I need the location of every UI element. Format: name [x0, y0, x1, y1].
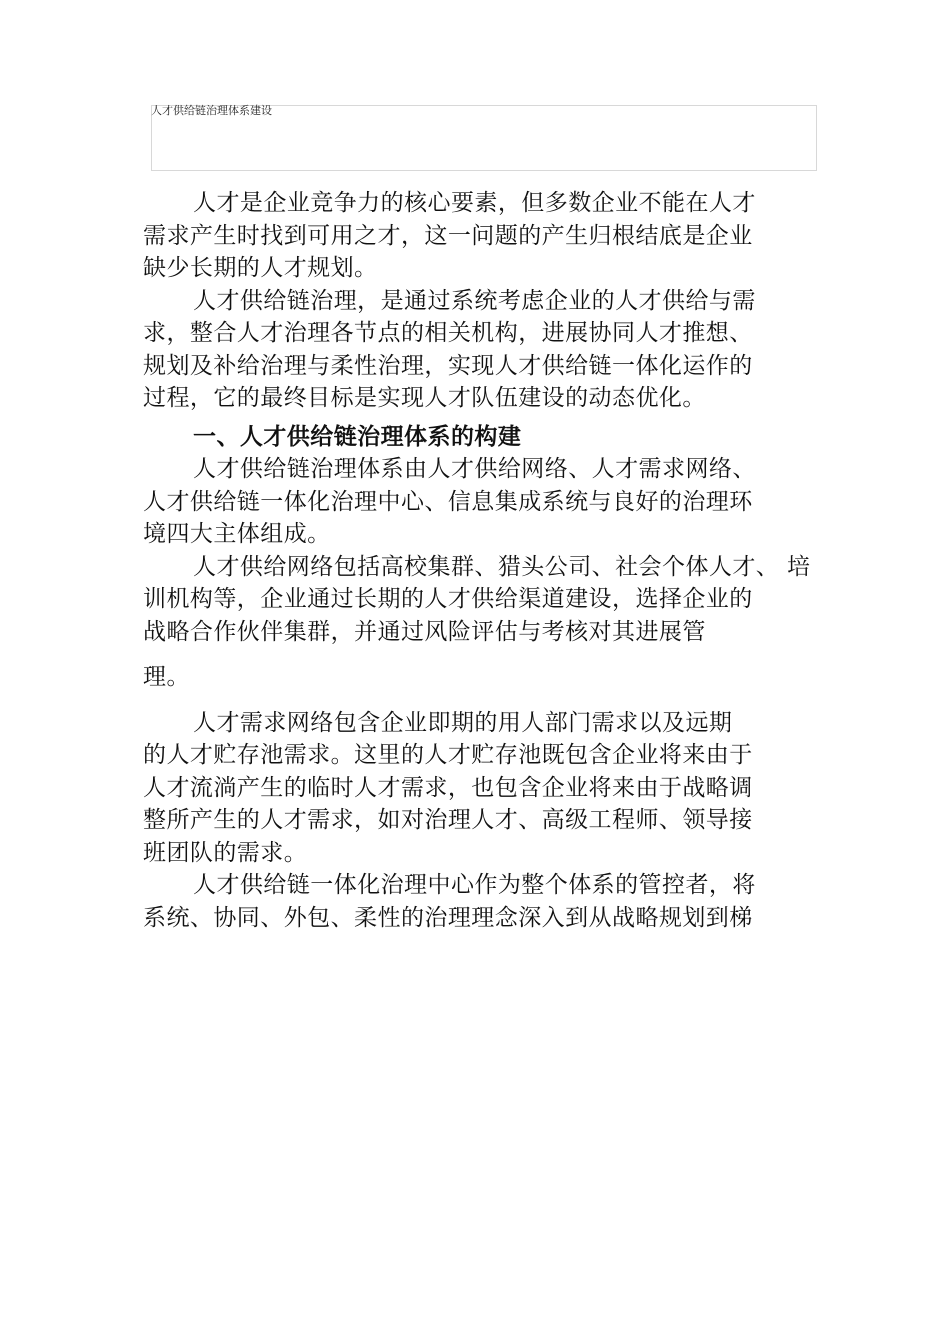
paragraph-line: 过程，它的最终目标是实现人才队伍建设的动态优化。	[143, 385, 706, 411]
paragraph-line: 缺少长期的人才规划。	[143, 255, 378, 281]
header-title: 人才供给链治理体系建设	[151, 104, 272, 117]
paragraph-line: 人才需求网络包含企业即期的用人部门需求以及远期	[193, 709, 733, 736]
paragraph-line: 规划及补给治理与柔性治理，实现人才供给链一体化运作的	[143, 352, 753, 379]
paragraph-line: 的人才贮存池需求。这里的人才贮存池既包含企业将来由于	[143, 742, 753, 768]
paragraph-line: 人才供给链治理体系由人才供给网络、人才需求网络、	[193, 456, 756, 482]
paragraph-line: 整所产生的人才需求，如对治理人才、高级工程师、领导接	[143, 807, 753, 833]
paragraph-line: 人才供给链一体化治理中心、信息集成系统与良好的治理环	[143, 488, 753, 515]
paragraph-line: 人才流淌产生的临时人才需求，也包含企业将来由于战略调	[143, 774, 753, 801]
section-heading: 一、人才供给链治理体系的构建	[193, 423, 522, 450]
paragraph-line: 境四大主体组成。	[143, 521, 331, 547]
document-body	[143, 187, 823, 934]
paragraph-line: 人才供给链一体化治理中心作为整个体系的管控者，将	[193, 872, 756, 898]
paragraph-line: 求，整合人才治理各节点的相关机构，进展协同人才推想、	[143, 320, 753, 346]
paragraph-line: 战略合作伙伴集群，并通过风险评估与考核对其进展管	[143, 618, 706, 645]
paragraph-line: 训机构等，企业通过长期的人才供给渠道建设，选择企业的	[143, 586, 753, 612]
paragraph-line: 理。	[143, 664, 190, 690]
header-box	[151, 105, 817, 171]
paragraph-line: 班团队的需求。	[143, 839, 308, 866]
paragraph-line: 人才供给链治理，是通过系统考虑企业的人才供给与需	[193, 287, 756, 314]
paragraph-line: 人才是企业竞争力的核心要素，但多数企业不能在人才	[193, 190, 756, 216]
paragraph-line: 系统、协同、外包、柔性的治理理念深入到从战略规划到梯	[143, 904, 753, 931]
paragraph-line: 需求产生时找到可用之才，这一问题的产生归根结底是企业	[143, 222, 753, 249]
paragraph-line: 人才供给网络包括高校集群、猎头公司、社会个体人才、 培	[193, 553, 811, 580]
